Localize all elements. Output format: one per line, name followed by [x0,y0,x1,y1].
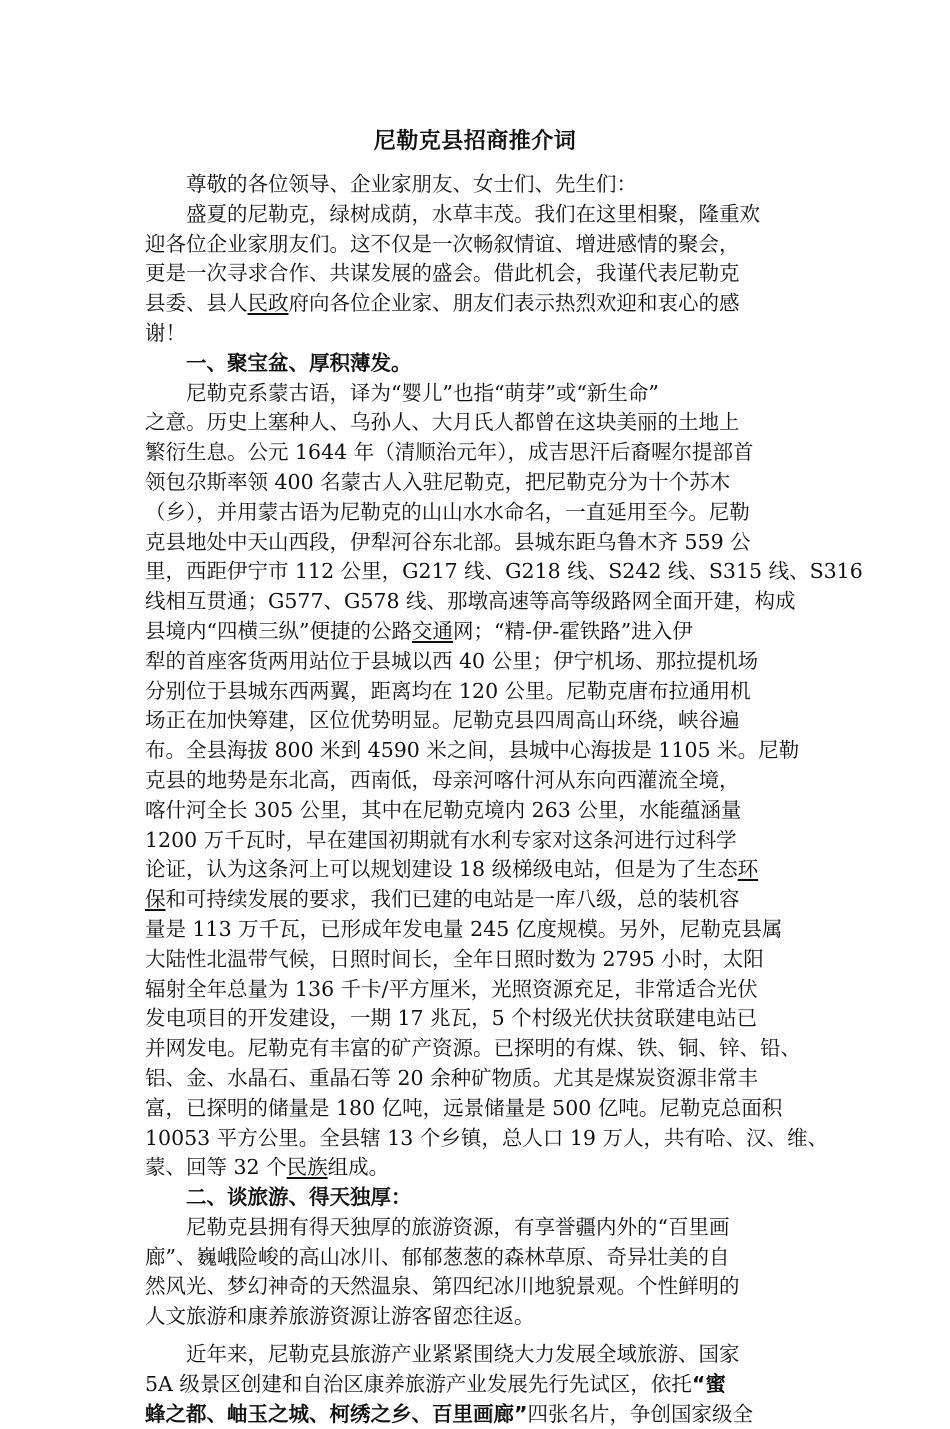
text-span: 县委、县人 [145,291,248,316]
paragraph-line: 线相互贯通；G577、G578 线、那墩高速等高等级路网全面开建，构成 [145,589,796,614]
paragraph-line: 领包尕斯率领 400 名蒙古人入驻尼勒克，把尼勒克分为十个苏木 [145,469,731,494]
paragraph-line: 之意。历史上塞种人、乌孙人、大月氏人都曾在这块美丽的土地上 [145,410,740,435]
underlined-term: 交通 [411,618,453,643]
bold-phrase: “蜜 [691,1371,726,1396]
paragraph-line: 发电项目的开发建设，一期 17 兆瓦，5 个村级光伏扶贫联建电站已 [145,1006,758,1031]
text-span: 网；“精-伊-霍铁路”进入伊 [452,618,693,643]
paragraph-line: 里，西距伊宁市 112 公里，G217 线、G218 线、S242 线、S315 线、S316 [145,559,863,584]
text-span: 和可持续发展的要求，我们已建的电站是一库八级，总的装机容 [165,887,740,912]
paragraph-line: 更是一次寻求合作、共谋发展的盛会。借此机会，我谨代表尼勒克 [145,261,740,286]
paragraph-line: 并网发电。尼勒克有丰富的矿产资源。已探明的有煤、铁、铜、锌、铅、 [145,1036,801,1061]
paragraph-gap [145,1332,825,1340]
paragraph-line: 繁衍生息。公元 1644 年（清顺治元年），成吉思汗后裔喔尔提部首 [145,440,754,465]
underlined-term: 民族 [286,1155,328,1180]
paragraph-line [145,1400,825,1429]
paragraph-line: 大陆性北温带气候，日照时间长，全年日照时数为 2795 小时，太阳 [145,946,764,971]
paragraph-line: 尼勒克系蒙古语，译为“婴儿”也指“萌芽”或“新生命” [186,380,659,405]
paragraph-line [145,1370,825,1400]
paragraph-line: 近年来，尼勒克县旅游产业紧紧围绕大力发展全域旅游、国家 [186,1342,740,1367]
section-heading-1: 一、聚宝盆、厚积薄发。 [186,350,412,375]
paragraph-line [145,855,825,885]
paragraph-line [145,289,825,319]
underlined-term: 民政 [247,291,289,316]
document-body [145,170,863,1429]
greeting: 尊敬的各位领导、企业家朋友、女士们、先生们： [186,172,637,196]
text-span: 四张名片，争创国家级全 [527,1401,753,1426]
bold-phrase: 蜂之都、岫玉之城、柯绣之乡、百里画廊” [145,1401,528,1426]
document-title: 尼勒克县招商推介词 [373,129,577,154]
text-span: 蒙、回等 32 个 [145,1155,287,1180]
paragraph-line: 富，已探明的储量是 180 亿吨，远景储量是 500 亿吨。尼勒克总面积 [145,1095,783,1120]
paragraph-line: 场正在加快筹建，区位优势明显。尼勒克县四周高山环绕，峡谷遍 [145,708,740,733]
text-span: 组成。 [327,1155,390,1180]
paragraph-line: 克县地处中天山西段，伊犁河谷东北部。县城东距乌鲁木齐 559 公 [145,529,751,554]
text-span: 县境内“四横三纵”便捷的公路 [145,618,412,643]
paragraph-line: 迎各位企业家朋友们。这不仅是一次畅叙情谊、增进感情的聚会， [145,231,740,256]
paragraph-line: 布。全县海拔 800 米到 4590 米之间，县城中心海拔是 1105 米。尼勒 [145,738,800,763]
paragraph-line [145,1153,825,1183]
paragraph-line: 分别位于县城东西两翼，距离均在 120 公里。尼勒克唐布拉通用机 [145,678,751,703]
paragraph-line [145,617,825,647]
paragraph-line: 盛夏的尼勒克，绿树成荫，水草丰茂。我们在这里相聚，隆重欢 [186,201,760,226]
paragraph-line: 喀什河全长 305 公里，其中在尼勒克境内 263 公里，水能蕴涵量 [145,797,742,822]
paragraph-line: 人文旅游和康养旅游资源让游客留恋往返。 [145,1304,535,1329]
paragraph-line [145,885,825,915]
paragraph-line: 然风光、梦幻神奇的天然温泉、第四纪冰川地貌景观。个性鲜明的 [145,1274,740,1299]
text-span: 论证，认为这条河上可以规划建设 18 级梯级电站，但是为了生态 [145,857,738,882]
paragraph-line: 量是 113 万千瓦，已形成年发电量 245 亿度规模。另外，尼勒克县属 [145,916,783,941]
paragraph-line: 犁的首座客货两用站位于县城以西 40 公里；伊宁机场、那拉提机场 [145,648,759,673]
paragraph-line: 1200 万千瓦时，早在建国初期就有水利专家对这条河进行过科学 [145,827,737,852]
paragraph-line: 辐射全年总量为 136 千卡/平方厘米，光照资源充足，非常适合光伏 [145,976,758,1001]
section-heading-2: 二、谈旅游、得天独厚： [186,1185,412,1210]
paragraph-line: 尼勒克县拥有得天独厚的旅游资源，有享誉疆内外的“百里画 [186,1214,730,1239]
paragraph-line: 铝、金、水晶石、重晶石等 20 余种矿物质。尤其是煤炭资源非常丰 [145,1065,759,1090]
paragraph-line: 克县的地势是东北高，西南低，母亲河喀什河从东向西灌流全境， [145,767,740,792]
paragraph-line: 谢！ [145,320,186,345]
paragraph-line: 10053 平方公里。全县辖 13 个乡镇，总人口 19 万人，共有哈、汉、维、 [145,1125,828,1150]
paragraph-line: 廊”、巍峨险峻的高山冰川、郁郁葱葱的森林草原、奇异壮美的自 [145,1244,730,1269]
underlined-term: 环 [737,857,759,882]
paragraph-line: （乡），并用蒙古语为尼勒克的山山水水命名，一直延用至今。尼勒 [145,499,750,524]
text-span: 府向各位企业家、朋友们表示热烈欢迎和衷心的感 [288,291,740,316]
text-span: 5A 级景区创建和自治区康养旅游产业发展先行先试区，依托 [145,1371,692,1396]
underlined-term: 保 [145,887,166,912]
